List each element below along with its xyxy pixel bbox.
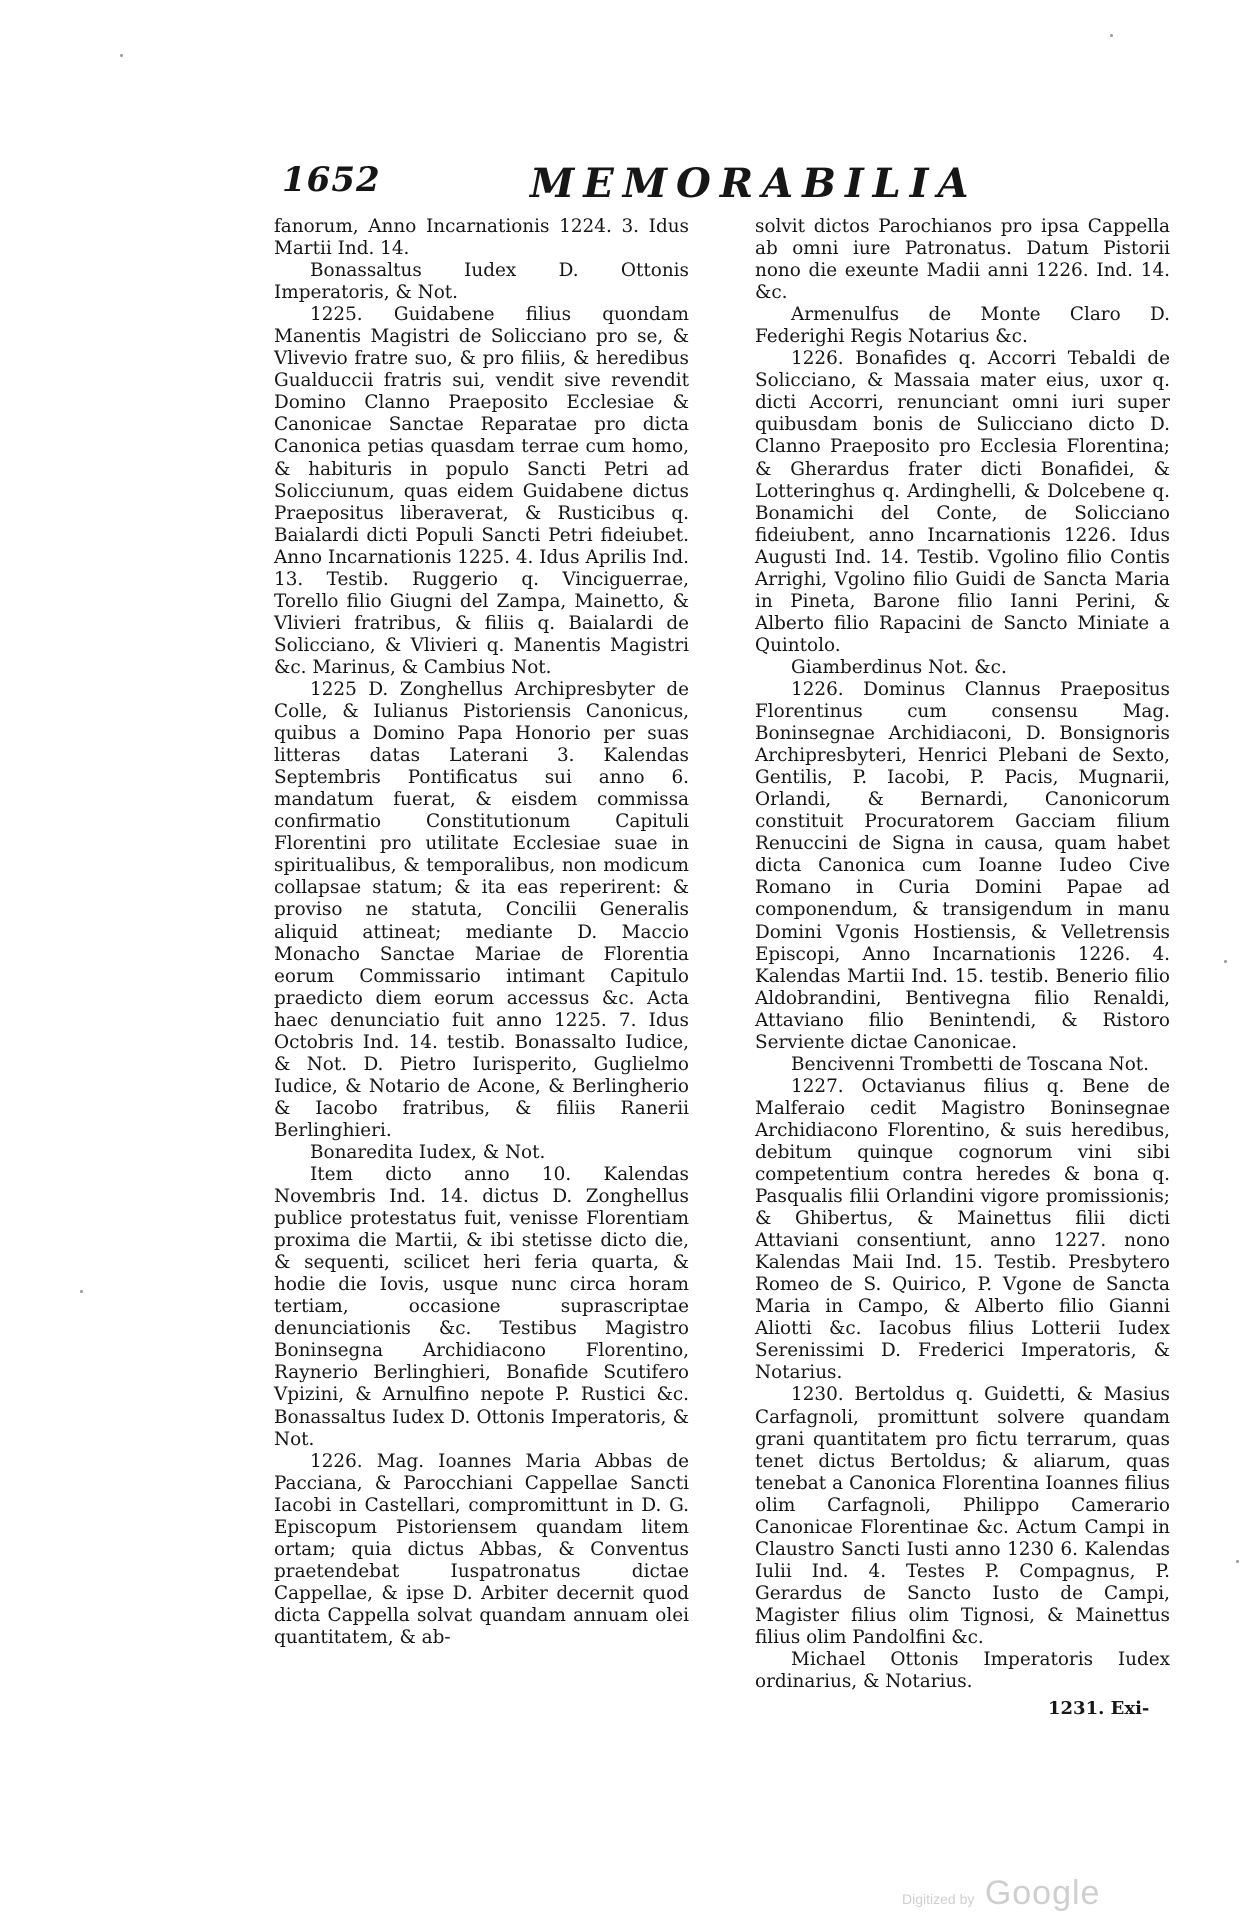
paragraph: Bonaredita Iudex, & Not. xyxy=(310,1141,546,1163)
digitized-watermark xyxy=(902,1874,1100,1913)
paragraph: 1225. Guidabene filius quondam Manentis Magistri de Solicciano pro se, & Vlivevio fratre suo, & pro filiis, & heredibus Gualduccii fratris sui, vendit sive revendit Domino Clanno Praeposito Ecclesiae & Canonicae Sanctae Reparatae pro dicta Canonica petias quasdam terrae cum homo, & habituris in populo Sancti Petri ad Solicciunum, quas eidem Guidabene dictus Praepositus liberaverat, & Rusticibus q. Baialardi dicti Populi Sancti Petri fideiubet. Anno Incarnationis 1225. 4. Idus Aprilis Ind. 13. Testib. Ruggerio q. Vinciguerrae, Torello filio Giugni del Zampa, Mainetto, & Vlivieri fratribus, & filiis q. Baialardi de Solicciano, & Vlivieri q. Manentis Magistri &c. Marinus, & Cambius Not. xyxy=(274,304,689,678)
page-number: 1652 xyxy=(282,160,381,200)
paragraph: 1225 D. Zonghellus Archipresbyter de Colle, & Iulianus Pistoriensis Canonicus, quibus a Domino Papa Honorio per suas litteras datas Laterani 3. Kalendas Septembris Pontificatus sui anno 6. mandatum fuerat, & eisdem commissa confirmatio Constitutionum Capituli Florentini pro utilitate Ecclesiae suae in spiritualibus, & temporalibus, non modicum collapsae statum; & ita eas reperirent: & proviso ne statuta, Concilii Generalis aliquid attineat; mediante D. Maccio Monacho Sanctae Mariae de Florentia eorum Commissario intimant Capitulo praedicto diem eorum accessus &c. Acta haec denunciatio fuit anno 1225. 7. Idus Octobris Ind. 14. testib. Bonassalto Iudice, & Not. D. Pietro Iurisperito, Guglielmo Iudice, & Notario de Acone, & Berlingherio & Iacobo fratribus, & filiis Ranerii Berlinghieri. xyxy=(274,678,689,1141)
paragraph: Michael Ottonis Imperatoris Iudex ordinarius, & Notarius. xyxy=(755,1649,1170,1693)
paragraph: Armenulfus de Monte Claro D. Federighi Regis Notarius &c. xyxy=(755,304,1170,348)
paragraph: solvit dictos Parochianos pro ipsa Cappella ab omni iure Patronatus. Datum Pistorii nono die exeunte Madii anni 1226. Ind. 14. &c. xyxy=(755,216,1170,304)
running-head: MEMORABILIA xyxy=(530,160,978,207)
watermark-prefix: Digitized by xyxy=(902,1891,975,1907)
paragraph: 1230. Bertoldus q. Guidetti, & Masius Carfagnoli, promittunt solvere quandam grani quantitatem pro fictu terrarum, quas tenet dictus Bertoldus; & aliarum, quas tenebat a Canonica Florentina Ioannes filius olim Carfagnoli, Philippo Camerario Canonicae Florentinae &c. Actum Campi in Claustro Sancti Iusti anno 1230 6. Kalendas Iulii Ind. 4. Testes P. Compagnus, P. Gerardus de Sancto Iusto de Campi, Magister filius olim Tignosi, & Mainettus filius olim Pandolfini &c. xyxy=(755,1384,1170,1648)
paragraph: Item dicto anno 10. Kalendas Novembris Ind. 14. dictus D. Zonghellus publice protestatus fuit, venisse Florentiam proxima die Martii, & ibi stetisse dicto die, & sequenti, scilicet heri feria quarta, & hodie die Iovis, usque nunc circa horam tertiam, occasione suprascriptae denunciationis &c. Testibus Magistro Boninsegna Archidiacono Florentino, Raynerio Berlinghieri, Bonafide Scutifero Vpizini, & Arnulfino nepote P. Rustici &c. Bonassaltus Iudex D. Ottonis Imperatoris, & Not. xyxy=(274,1164,689,1450)
watermark-logo: Google xyxy=(984,1874,1101,1912)
paragraph: Bonassaltus Iudex D. Ottonis Imperatoris, & Not. xyxy=(274,260,689,304)
paragraph: Bencivenni Trombetti de Toscana Not. xyxy=(791,1053,1150,1075)
paragraph: fanorum, Anno Incarnationis 1224. 3. Idus Martii Ind. 14. xyxy=(274,216,689,260)
paragraph: Giamberdinus Not. &c. xyxy=(791,656,1007,678)
scan-speck xyxy=(1236,1560,1239,1563)
scan-speck xyxy=(1110,34,1113,37)
scan-speck xyxy=(80,1290,83,1293)
paragraph: 1226. Mag. Ioannes Maria Abbas de Pacciana, & Parocchiani Cappellae Sancti Iacobi in Castellari, compromittunt in D. G. Episcopum Pistoriensem quandam litem ortam; quia dictus Abbas, & Conventus praetendebat Iuspatronatus dictae Cappellae, & ipse D. Arbiter decernit quod dicta Cappella solvat quandam annuam olei quantitatem, & ab- xyxy=(274,1450,689,1648)
paragraph: 1226. Bonafides q. Accorri Tebaldi de Solicciano, & Massaia mater eius, uxor q. dicti Accorri, renunciant omni iuri super quibusdam bonis de Sulicciano dicto D. Clanno Praeposito pro Ecclesia Florentina; & Gherardus frater dicti Bonafidei, & Lotteringhus q. Ardinghelli, & Dolcebene q. Bonamichi del Conte, de Solicciano fideiubent, anno Incarnationis 1226. Idus Augusti Ind. 14. Testib. Vgolino filio Contis Arrighi, Vgolino filio Guidi de Sancta Maria in Pineta, Barone filio Ianni Perini, & Alberto filio Rapacini de Sancto Miniate a Quintolo. xyxy=(755,348,1170,656)
scan-speck xyxy=(120,54,123,57)
right-column xyxy=(755,216,1170,1693)
scan-speck xyxy=(1224,960,1227,963)
paragraph: 1226. Dominus Clannus Praepositus Florentinus cum consensu Mag. Boninsegnae Archidiaconi, D. Bonsignoris Archipresbyteri, Henrici Plebani de Sexto, Gentilis, P. Iacobi, P. Pacis, Mugnarii, Orlandi, & Bernardi, Canonicorum constituit Procuratorem Gacciam filium Renuccini de Signa in causa, quam habet dicta Canonica cum Ioanne Iudeo Cive Romano in Curia Domini Papae ad componendum, & transigendum in manu Domini Vgonis Hostiensis, & Velletrensis Episcopi, Anno Incarnationis 1226. 4. Kalendas Martii Ind. 15. testib. Benerio filio Aldobrandini, Bentivegna filio Renaldi, Attaviano filio Benintendi, & Ristoro Serviente dictae Canonicae. xyxy=(755,678,1170,1053)
left-column xyxy=(274,216,689,1649)
catch-word: 1231. Exi- xyxy=(1048,1698,1150,1719)
paragraph: 1227. Octavianus filius q. Bene de Malferaio cedit Magistro Boninsegnae Archidiacono Florentino, & suis heredibus, debitum quinque cognorum vini sibi competentium contra heredes & bona q. Pasqualis filii Orlandini vigore promissionis; & Ghibertus, & Mainettus filii dicti Attaviani consentiunt, anno 1227. nono Kalendas Maii Ind. 15. Testib. Presbytero Romeo de S. Quirico, P. Vgone de Sancta Maria in Campo, & Alberto filio Gianni Aliotti &c. Iacobus filius Lotterii Iudex Serenissimi D. Frederici Imperatoris, & Notarius. xyxy=(755,1075,1170,1384)
